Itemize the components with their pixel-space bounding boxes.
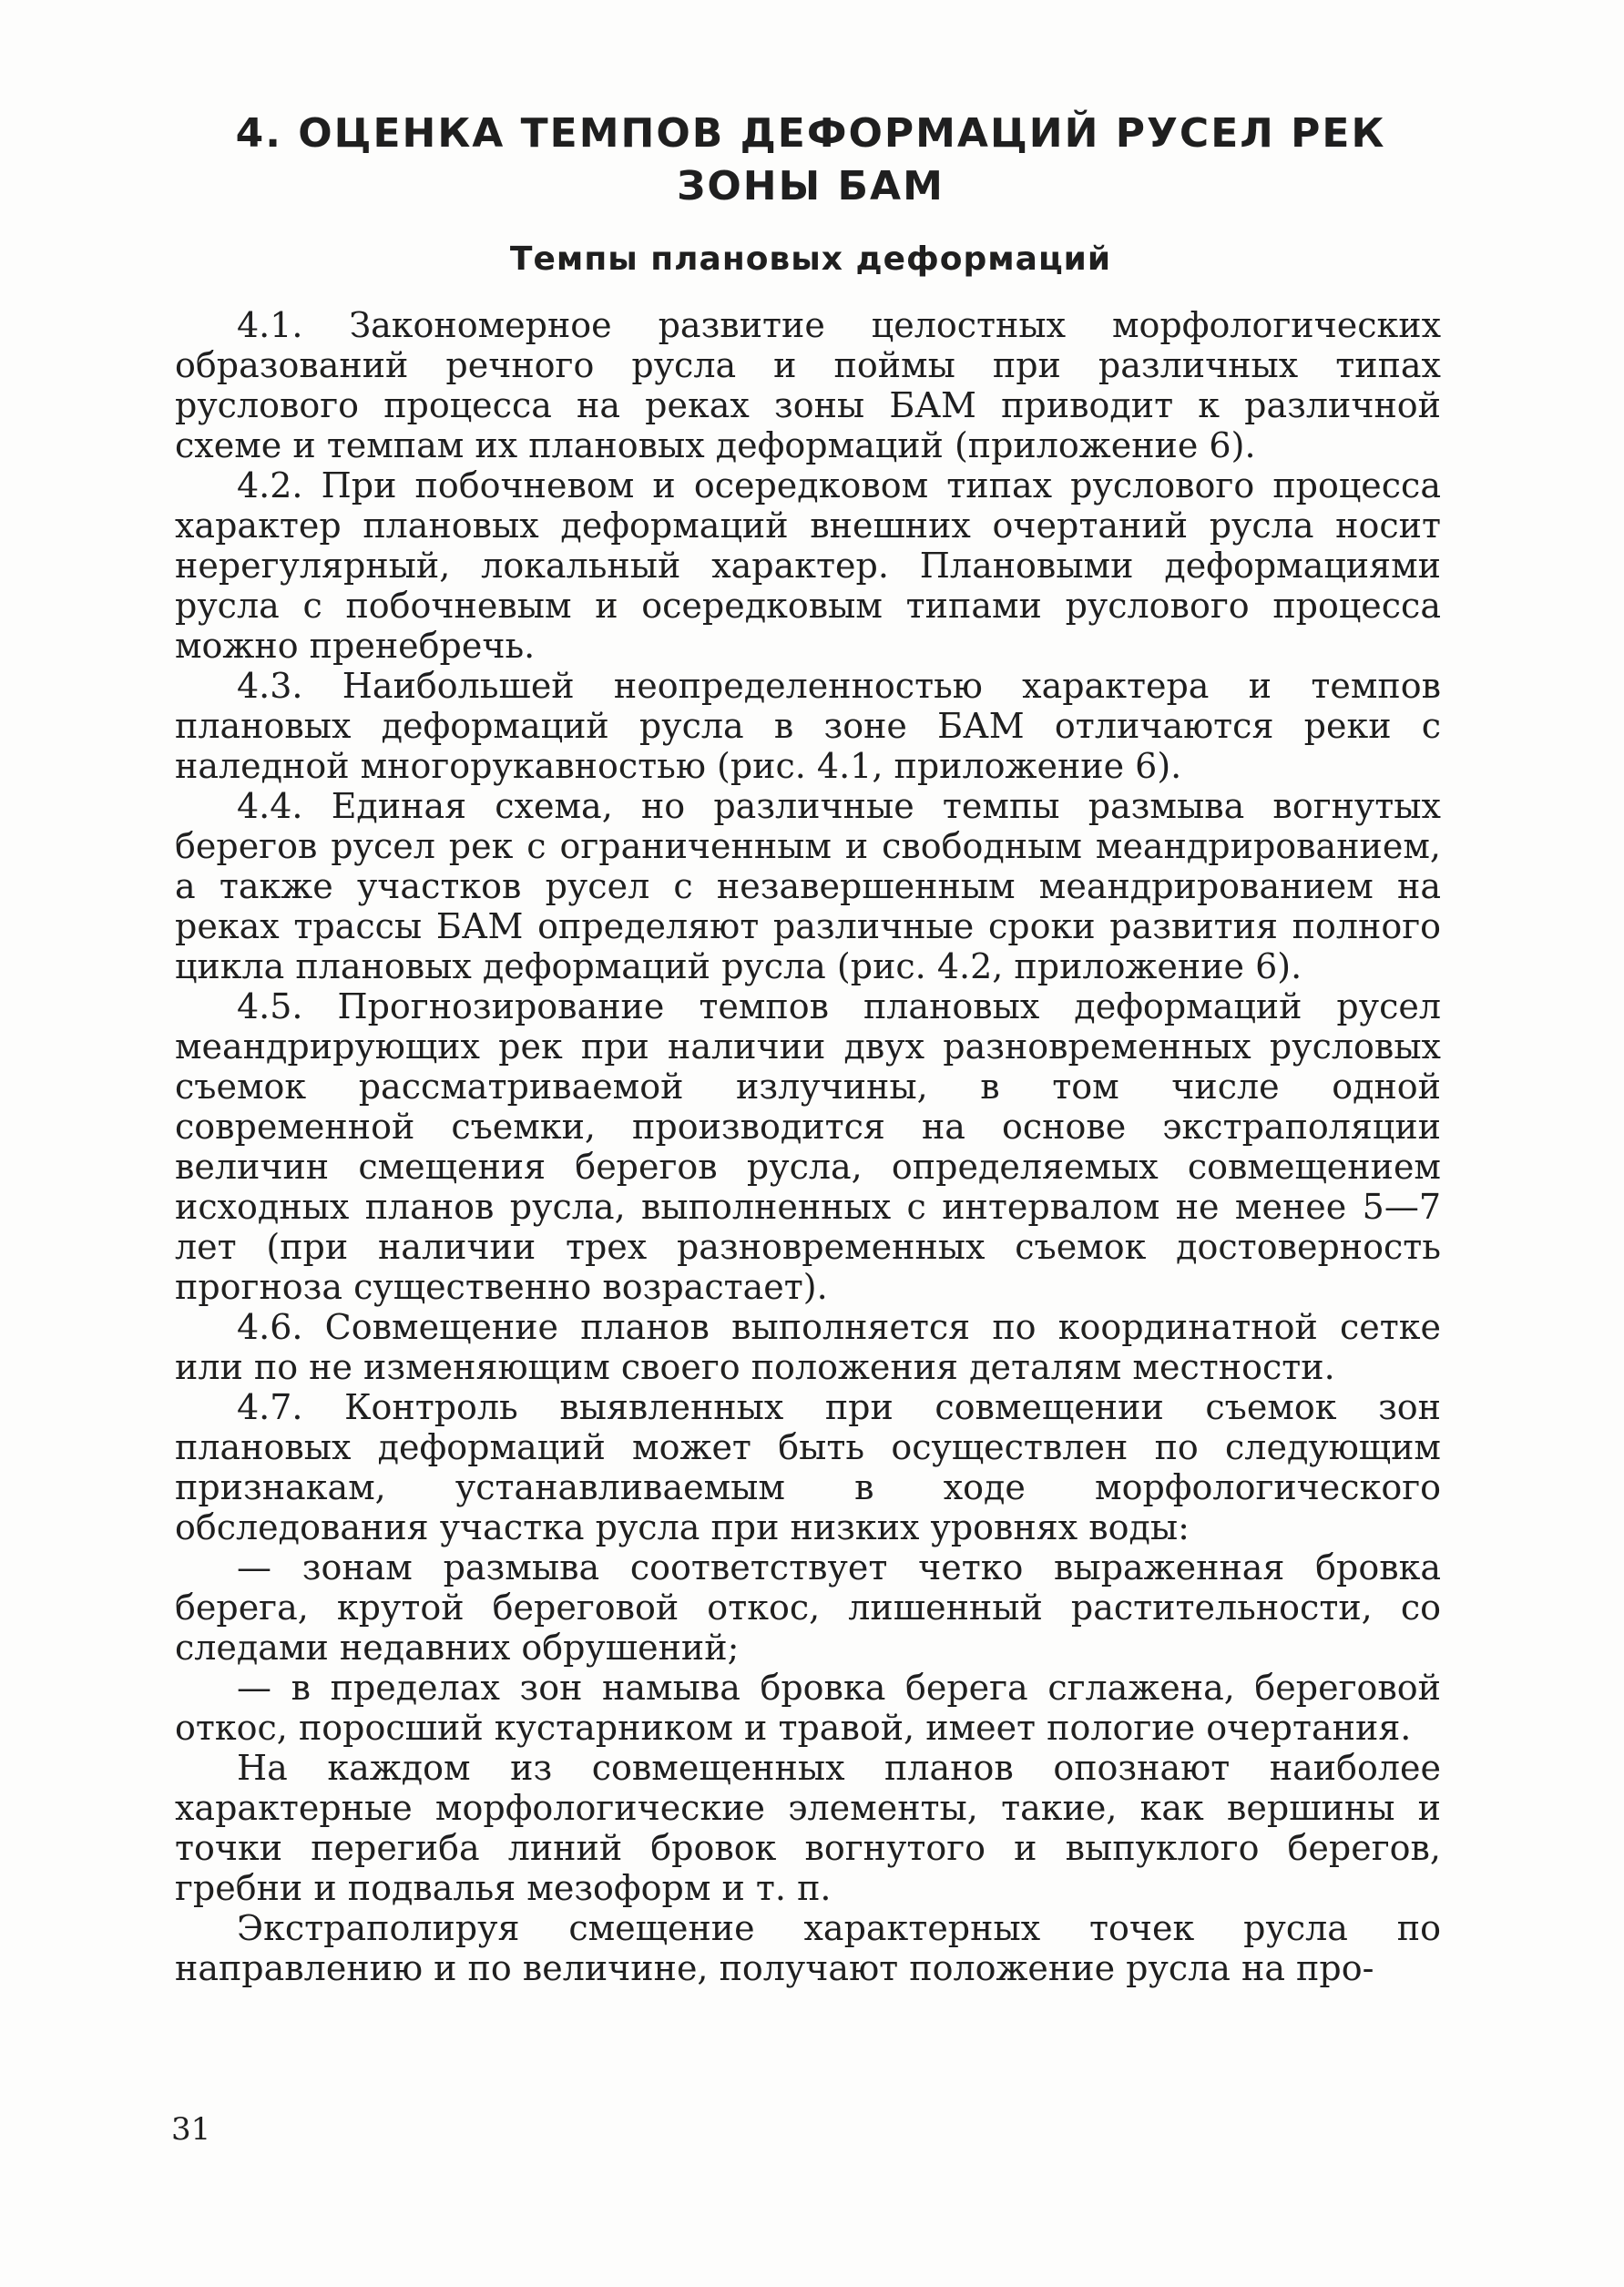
- paragraph-4-6: 4.6. Совмещение планов выполняется по координатной сетке или по не изменяющим своего положения деталям местности.: [175, 1307, 1441, 1387]
- paragraph-4-3: 4.3. Наибольшей неопределенностью характера и темпов плановых деформаций русла в зоне БАМ отличаются реки с наледной многорукавностью (рис. 4.1, приложение 6).: [175, 666, 1441, 786]
- list-item-deposition-zones: — в пределах зон намыва бровка берега сглажена, береговой откос, поросший кустарником и травой, имеет пологие очертания.: [175, 1668, 1441, 1748]
- list-item-erosion-zones: — зонам размыва соответствует четко выраженная бровка берега, крутой береговой откос, лишенный растительности, со следами недавних обрушений;: [175, 1547, 1441, 1668]
- paragraph-4-7: 4.7. Контроль выявленных при совмещении съемок зон плановых деформаций может быть осуществлен по следующим признакам, устанавливаемым в ходе морфологического обследования участка русла при низких уровнях воды:: [175, 1387, 1441, 1547]
- paragraph-extrapolation: Экстраполируя смещение характерных точек русла по направлению и по величине, получают положение русла на про-: [175, 1908, 1441, 1988]
- body-text: [175, 305, 1441, 1988]
- page-number: 31: [171, 2111, 211, 2148]
- paragraph-4-4: 4.4. Единая схема, но различные темпы размыва вогнутых берегов русел рек с ограниченным и свободным меандрированием, а также участков русел с незавершенным меандрированием на реках трассы БАМ определяют различные сроки развития полного цикла плановых деформаций русла (рис. 4.2, приложение 6).: [175, 786, 1441, 986]
- paragraph-4-1: 4.1. Закономерное развитие целостных морфологических образований речного русла и поймы при различных типах руслового процесса на реках зоны БАМ приводит к различной схеме и темпам их плановых деформаций (приложение 6).: [175, 305, 1441, 465]
- section-title: Темпы плановых деформаций: [509, 240, 1112, 278]
- paragraph-4-5: 4.5. Прогнозирование темпов плановых деформаций русел меандрирующих рек при наличии двух разновременных русловых съемок рассматриваемой излучины, в том числе одной современной съемки, производится на основе экстраполяции величин смещения берегов русла, определяемых совмещением исходных планов русла, выполненных с интервалом не менее 5—7 лет (при наличии трех разновременных съемок достоверность прогноза существенно возрастает).: [175, 986, 1441, 1307]
- paragraph-characteristic-elements: На каждом из совмещенных планов опознают наиболее характерные морфологические элементы, такие, как вершины и точки перегиба линий бровок вогнутого и выпуклого берегов, гребни и подвалья мезоформ и т. п.: [175, 1748, 1441, 1908]
- chapter-title: 4. ОЦЕНКА ТЕМПОВ ДЕФОРМАЦИЙ РУСЕЛ РЕК ЗОНЫ БАМ: [235, 110, 1386, 209]
- paragraph-4-2: 4.2. При побочневом и осередковом типах руслового процесса характер плановых деформаций внешних очертаний русла носит нерегулярный, локальный характер. Плановыми деформациями русла с побочневым и осередковым типами руслового процесса можно пренебречь.: [175, 465, 1441, 666]
